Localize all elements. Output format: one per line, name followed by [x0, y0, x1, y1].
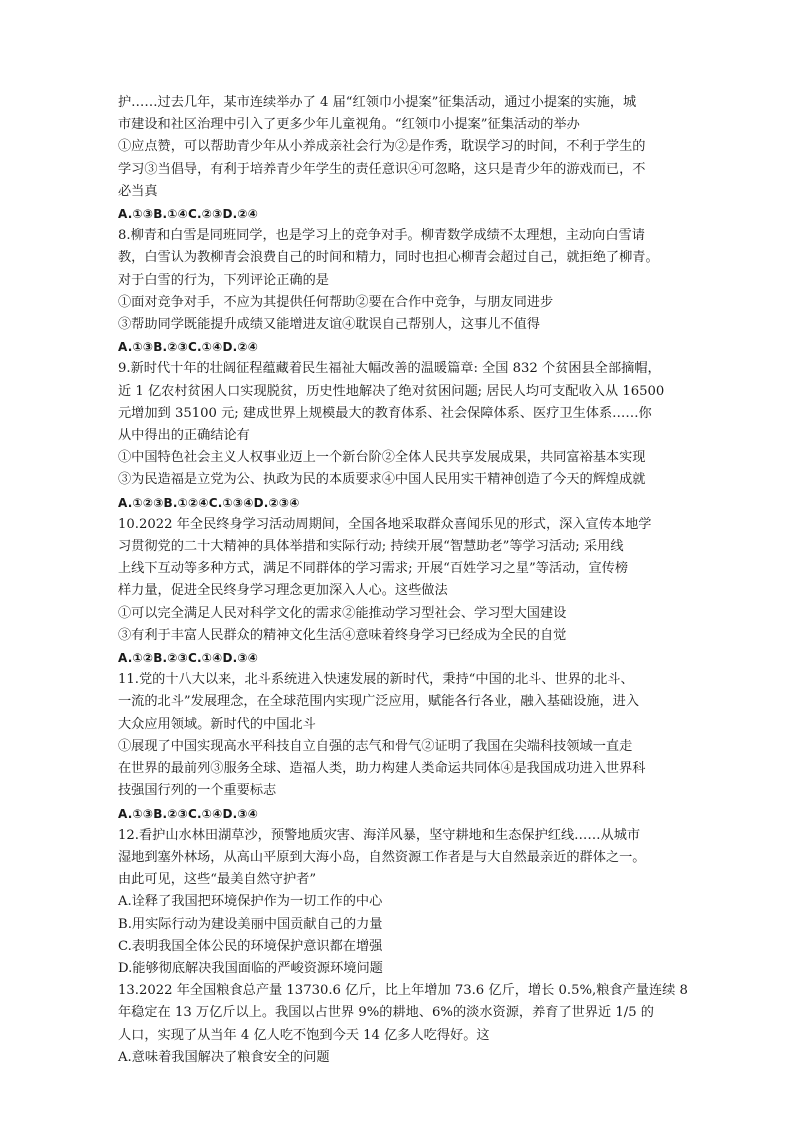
option-b: B.用实际行动为建设美丽中国贡献自己的力量: [118, 916, 383, 932]
option-a: A.意味着我国解决了粮食安全的问题: [118, 1049, 330, 1065]
statement-line: ①可以完全满足人民对科学文化的需求②能推动学习型社会、学习型大国建设: [118, 605, 567, 621]
question-stem-line: 大众应用领域。新时代的中国北斗: [118, 716, 316, 732]
question-stem-line: 上线下互动等多种方式，满足不同群体的学习需求; 开展“百姓学习之星”等活动，宣传榜: [118, 561, 629, 577]
answer-choices: A.①②③B.①②④C.①③④D.②③④: [118, 495, 300, 510]
statement-line: ①中国特色社会主义人权事业迈上一个新台阶②全体人民共享发展成果，共同富裕基本实现: [118, 450, 646, 466]
answer-choices: A.①③B.②③C.①④D.③④: [118, 806, 259, 821]
answer-choices: A.①③B.①④C.②③D.②④: [118, 207, 259, 222]
question-13: [118, 980, 688, 1069]
question-stem-line: 人口，实现了从当年 4 亿人吃不饱到今天 14 亿多人吃得好。这: [118, 1027, 490, 1043]
statement-line: ③帮助同学既能提升成绩又能增进友谊④耽误自己帮别人，这事儿不值得: [118, 317, 540, 333]
statement-line: ③为民造福是立党为公、执政为民的本质要求④中国人民用实干精神创造了今天的辉煌成就: [118, 472, 646, 488]
question-stem-line: 9.新时代十年的壮阔征程蕴藏着民生福祉大幅改善的温暖篇章: 全国 832 个贫困县全部摘帽，: [118, 361, 661, 377]
question-7-continued: [118, 92, 688, 225]
statement-line: ③有利于丰富人民群众的精神文化生活④意味着终身学习已经成为全民的自觉: [118, 627, 567, 643]
question-stem-line: 12.看护山水林田湖草沙，预警地质灾害、海洋风暴，坚守耕地和生态保护红线……从城市: [118, 827, 641, 843]
question-stem-line: 习贯彻党的二十大精神的具体举措和实际行动; 持续开展“智慧助老”等学习活动; 采用线: [118, 539, 624, 555]
question-stem-line: 从中得出的正确结论有: [118, 428, 250, 444]
statement-line: ①面对竞争对手，不应为其提供任何帮助②要在合作中竞争，与朋友同进步: [118, 294, 554, 310]
question-10: [118, 514, 688, 669]
statement-line: 必当真: [118, 183, 158, 199]
question-stem-line: 样力量，促进全民终身学习理念更加深入人心。这些做法: [118, 583, 448, 599]
question-stem-line: 由此可见，这些“最美自然守护者”: [118, 872, 317, 888]
question-stem-line: 年稳定在 13 万亿斤以上。我国以占世界 9%的耕地、6%的淡水资源，养育了世界近 1/5 的: [118, 1005, 654, 1021]
question-9: [118, 358, 688, 513]
question-11: [118, 669, 688, 824]
question-8: [118, 225, 688, 358]
statement-line: ①应点赞，可以帮助青少年从小养成亲社会行为②是作秀，耽误学习的时间，不利于学生的: [118, 139, 646, 155]
question-stem-line: 10.2022 年全民终身学习活动周期间，全国各地采取群众喜闻乐见的形式，深入宣传本地学: [118, 516, 652, 532]
question-stem-line: 市建设和社区治理中引入了更多少年儿童视角。“红领巾小提案”征集活动的举办: [118, 117, 580, 133]
question-stem-line: 8.柳青和白雪是同班同学，也是学习上的竞争对手。柳青数学成绩不太理想，主动向白雪请: [118, 228, 645, 244]
statement-line: 在世界的最前列③服务全球、造福人类，助力构建人类命运共同体④是我国成功进入世界科: [118, 761, 646, 777]
statement-line: ①展现了中国实现高水平科技自立自强的志气和骨气②证明了我国在尖端科技领域一直走: [118, 738, 633, 754]
exam-page: [118, 92, 688, 1069]
answer-choices: A.①③B.②③C.①④D.②④: [118, 340, 259, 355]
answer-choices: A.①②B.②③C.①④D.③④: [118, 651, 259, 666]
option-a: A.诠释了我国把环境保护作为一切工作的中心: [118, 894, 383, 910]
question-stem-line: 护……过去几年，某市连续举办了 4 届“红领巾小提案”征集活动，通过小提案的实施，城: [118, 95, 637, 110]
question-12: [118, 825, 688, 980]
question-stem-line: 教，白雪认为教柳青会浪费自己的时间和精力，同时也担心柳青会超过自己，就拒绝了柳青。: [118, 250, 659, 266]
statement-line: 技强国行列的一个重要标志: [118, 783, 277, 799]
option-d: D.能够彻底解决我国面临的严峻资源环境问题: [118, 960, 383, 976]
question-stem-line: 一流的北斗”发展理念，在全球范围内实现广泛应用，赋能各行各业，融入基础设施，进入: [118, 694, 640, 710]
question-stem-line: 11.党的十八大以来，北斗系统进入快速发展的新时代，秉持“中国的北斗、世界的北斗、: [118, 672, 634, 688]
question-stem-line: 13.2022 年全国粮食总产量 13730.6 亿斤，比上年增加 73.6 亿斤，增长 0.5%,粮食产量连续 8: [118, 983, 688, 999]
question-stem-line: 元增加到 35100 元; 建成世界上规模最大的教育体系、社会保障体系、医疗卫生体系……你: [118, 405, 652, 421]
option-c: C.表明我国全体公民的环境保护意识都在增强: [118, 938, 383, 954]
question-stem-line: 湿地到塞外林场，从高山平原到大海小岛，自然资源工作者是与大自然最亲近的群体之一。: [118, 849, 646, 865]
statement-line: 学习③当倡导，有利于培养青少年学生的责任意识④可忽略，这只是青少年的游戏而已，不: [118, 161, 646, 177]
question-stem-line: 对于白雪的行为，下列评论正确的是: [118, 272, 329, 288]
question-stem-line: 近 1 亿农村贫困人口实现脱贫，历史性地解决了绝对贫困问题; 居民人均可支配收入从 16500: [118, 383, 665, 399]
